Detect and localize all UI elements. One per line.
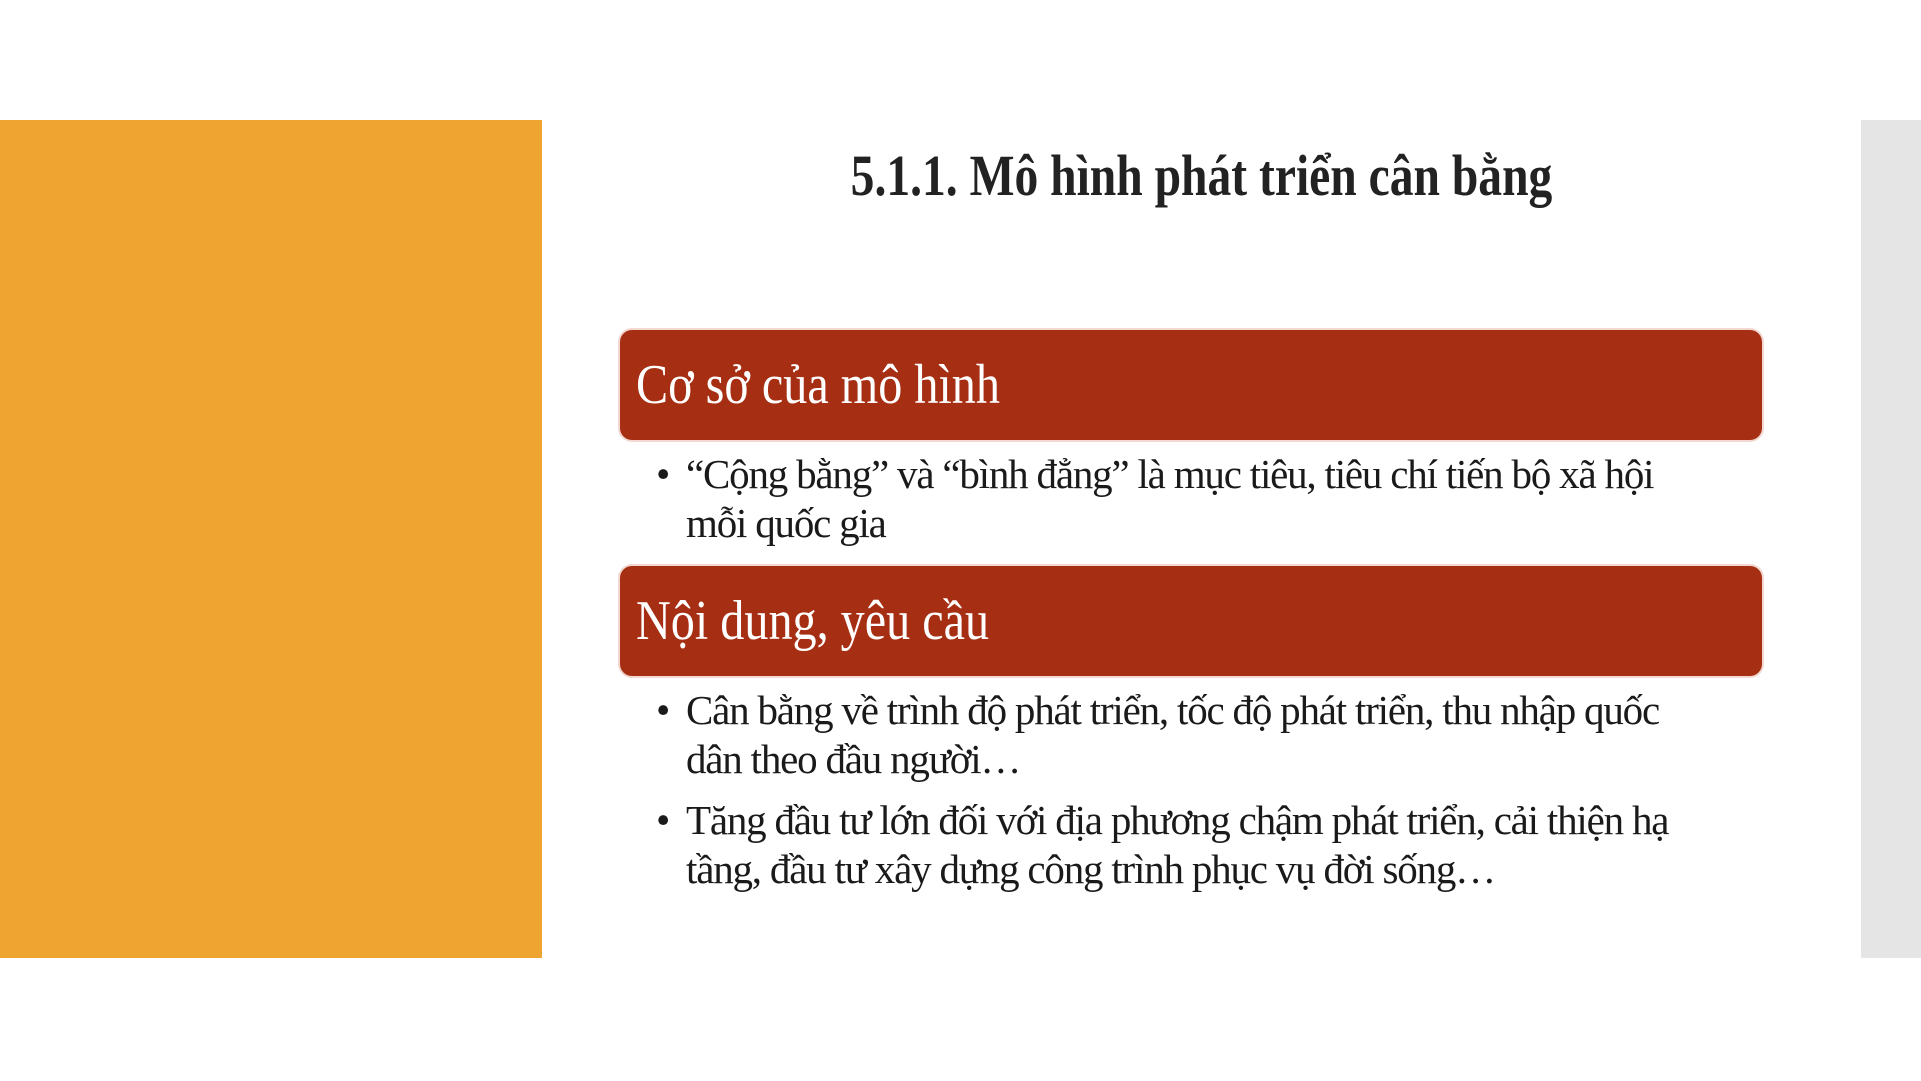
bullet-list-basis xyxy=(620,450,1762,548)
orange-side-panel xyxy=(0,120,542,958)
bullet-list-content xyxy=(620,686,1762,894)
section-header-content xyxy=(620,566,1762,676)
slide-content xyxy=(620,330,1762,906)
bullet-item: • Cân bằng về trình độ phát triển, tốc độ phát triển, thu nhập quốc dân theo đầu người… xyxy=(656,686,1722,784)
slide-title: 5.1.1. Mô hình phát triển cân bằng xyxy=(850,143,1553,208)
section-header-content-label: Nội dung, yêu cầu xyxy=(636,590,990,652)
bullet-item: • “Cộng bằng” và “bình đẳng” là mục tiêu, tiêu chí tiến bộ xã hội mỗi quốc gia xyxy=(656,450,1722,548)
slide xyxy=(0,120,1921,958)
section-header-basis xyxy=(620,330,1762,440)
bullet-item: • Tăng đầu tư lớn đối với địa phương chậm phát triển, cải thiện hạ tầng, đầu tư xây dựng công trình phục vụ đời sống… xyxy=(656,796,1722,894)
right-gray-strip xyxy=(1861,120,1921,958)
section-header-basis-label: Cơ sở của mô hình xyxy=(636,354,1000,416)
